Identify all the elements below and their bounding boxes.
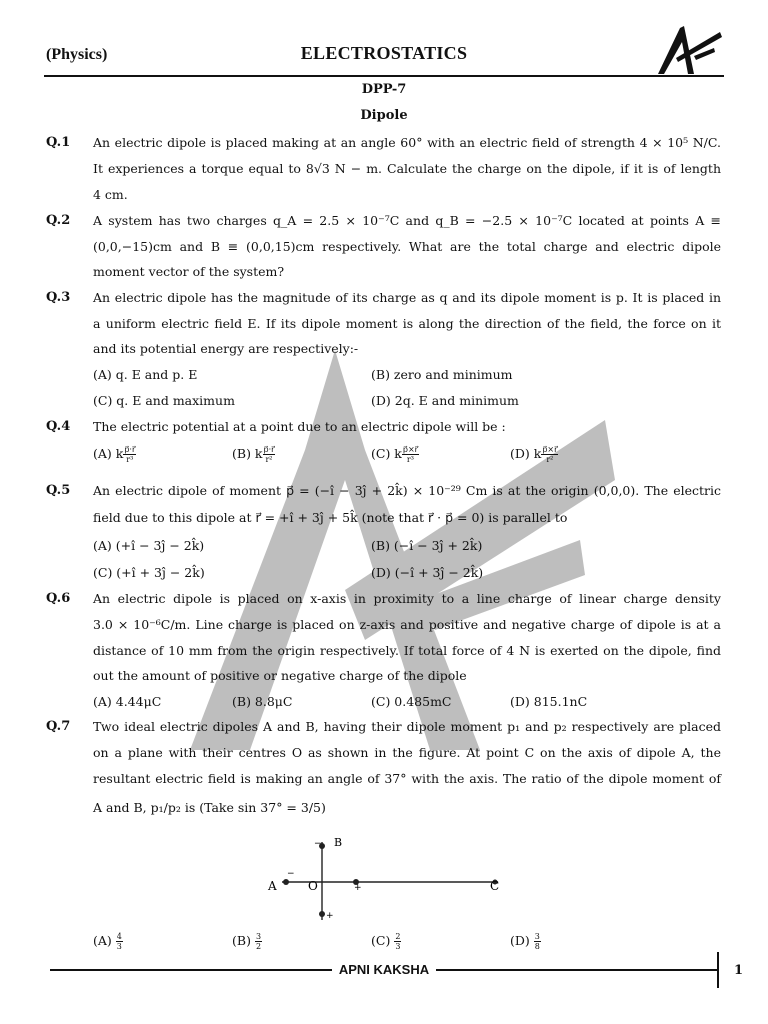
question-text-line: (0,0,−15)cm and B ≡ (0,0,15)cm respectively. What are the total charge and electric dipole bbox=[93, 239, 721, 254]
option-d: (D) (−î + 3ĵ − 2k̂) bbox=[371, 565, 484, 580]
charge-sign: + bbox=[326, 911, 334, 921]
option-b: (B) zero and minimum bbox=[371, 367, 513, 382]
fraction-numerator: 3 bbox=[255, 932, 262, 941]
option-c: (C) (+î + 3ĵ − 2k̂) bbox=[93, 565, 205, 580]
footer-divider bbox=[717, 952, 719, 988]
subject-label: (Physics) bbox=[46, 46, 108, 63]
question-text-line: out the amount of positive or negative charge of the dipole bbox=[93, 668, 467, 683]
dipole-figure bbox=[262, 834, 512, 922]
figure-label-b: B bbox=[334, 836, 343, 849]
option-c: (C) q. E and maximum bbox=[93, 393, 235, 408]
option-c bbox=[371, 932, 401, 951]
brand-logo-icon bbox=[650, 22, 724, 76]
option-label: (A) k bbox=[93, 446, 124, 461]
charge-sign: − bbox=[287, 869, 295, 879]
option-d bbox=[510, 445, 558, 464]
figure-label-c: C bbox=[490, 879, 500, 893]
fraction bbox=[394, 932, 401, 951]
option-a bbox=[93, 932, 123, 951]
fraction bbox=[402, 445, 419, 464]
option-label: (D) k bbox=[510, 446, 542, 461]
question-text-line: An electric dipole of moment p⃗ = (−î − 3ĵ + 2k̂) × 10⁻²⁹ Cm is at the origin (0,0,0). The electric bbox=[93, 483, 721, 498]
fraction bbox=[263, 445, 276, 464]
option-a: (A) (+î − 3ĵ − 2k̂) bbox=[93, 538, 205, 553]
page-number: 1 bbox=[734, 963, 744, 978]
fraction-numerator: 4 bbox=[116, 932, 122, 941]
option-b bbox=[232, 445, 275, 464]
option-label: (C) k bbox=[371, 446, 402, 461]
option-label: (D) bbox=[510, 933, 530, 948]
fraction bbox=[534, 932, 541, 951]
question-text-line: Two ideal electric dipoles A and B, having their dipole moment p₁ and p₂ respectively are placed bbox=[93, 719, 721, 734]
question-text-line: A and B, p₁/p₂ is (Take sin 37° = 3/5) bbox=[93, 800, 326, 815]
fraction bbox=[255, 932, 262, 951]
figure-label-o: O bbox=[308, 879, 318, 893]
option-b: (B) 8.8μC bbox=[232, 694, 293, 709]
question-text-line: field due to this dipole at r⃗ = +î + 3ĵ + 5k̂ (note that r⃗ · p⃗ = 0) is parallel to bbox=[93, 510, 568, 525]
question-text-line: on a plane with their centres O as shown in the figure. At point C on the axis of dipole A, the bbox=[93, 745, 721, 760]
figure-label-a: A bbox=[268, 879, 277, 893]
fraction-denominator: r² bbox=[265, 455, 273, 464]
question-text-line: An electric dipole is placed on x-axis in proximity to a line charge of linear charge density bbox=[93, 591, 721, 606]
question-number: Q.7 bbox=[46, 719, 71, 734]
option-d: (D) 2q. E and minimum bbox=[371, 393, 519, 408]
question-number: Q.4 bbox=[46, 419, 71, 434]
question-number: Q.5 bbox=[46, 483, 71, 498]
question-text-line: 4 cm. bbox=[93, 187, 128, 202]
question-text-line: A system has two charges q_A = 2.5 × 10⁻⁷C and q_B = −2.5 × 10⁻⁷C located at points A ≡ bbox=[93, 213, 721, 228]
footer-rule-right bbox=[436, 969, 718, 971]
option-c: (C) 0.485mC bbox=[371, 694, 452, 709]
charge-sign: + bbox=[354, 883, 362, 893]
question-text-line: and its potential energy are respectively:- bbox=[93, 341, 359, 356]
question-text-line: An electric dipole has the magnitude of its charge as q and its dipole moment is p. It is placed in bbox=[93, 290, 721, 305]
question-text-line: resultant electric field is making an angle of 37° with the axis. The ratio of the dipole moment of bbox=[93, 771, 721, 786]
topic-label: Dipole bbox=[360, 108, 408, 123]
fraction-numerator: 2 bbox=[395, 932, 401, 941]
chapter-title: ELECTROSTATICS bbox=[300, 43, 468, 63]
footer-rule-left bbox=[50, 969, 332, 971]
question-text-line: It experiences a torque equal to 8√3 N − m. Calculate the charge on the dipole, if it is of length bbox=[93, 161, 721, 176]
question-text-line: a uniform electric field E. If its dipole moment is along the direction of the field, the force on it bbox=[93, 316, 721, 331]
fraction bbox=[116, 932, 123, 951]
question-number: Q.1 bbox=[46, 135, 71, 150]
option-label: (B) k bbox=[232, 446, 263, 461]
fraction-numerator: p⃗·r⃗ bbox=[124, 445, 136, 454]
option-d: (D) 815.1nC bbox=[510, 694, 588, 709]
option-label: (C) bbox=[371, 933, 391, 948]
option-a bbox=[93, 445, 136, 464]
question-text-line: 3.0 × 10⁻⁶C/m. Line charge is placed on z-axis and positive and negative charge of dipole is at a bbox=[93, 617, 721, 632]
question-number: Q.2 bbox=[46, 213, 71, 228]
question-text-line: The electric potential at a point due to an electric dipole will be : bbox=[93, 419, 506, 434]
fraction-denominator: 3 bbox=[395, 942, 401, 951]
question-number: Q.6 bbox=[46, 591, 71, 606]
fraction bbox=[541, 445, 558, 464]
option-a: (A) 4.44μC bbox=[93, 694, 162, 709]
charge-sign: − bbox=[314, 839, 322, 849]
header-rule bbox=[44, 75, 724, 77]
fraction-denominator: r³ bbox=[406, 455, 414, 464]
option-a: (A) q. E and p. E bbox=[93, 367, 198, 382]
option-label: (A) bbox=[93, 933, 112, 948]
question-text-line: An electric dipole is placed making at an angle 60° with an electric field of strength 4 × 10⁵ N/C. bbox=[93, 135, 721, 150]
fraction-numerator: 3 bbox=[534, 932, 540, 941]
dpp-label: DPP-7 bbox=[361, 82, 407, 97]
footer-brand: APNI KAKSHA bbox=[338, 962, 430, 977]
question-number: Q.3 bbox=[46, 290, 71, 305]
fraction-denominator: 2 bbox=[255, 942, 262, 951]
fraction bbox=[123, 445, 136, 464]
question-text-line: distance of 10 mm from the origin respectively. If total force of 4 N is exerted on the dipole, find bbox=[93, 643, 721, 658]
question-text-line: moment vector of the system? bbox=[93, 264, 285, 279]
fraction-denominator: r² bbox=[546, 455, 554, 464]
fraction-numerator: p⃗×r⃗ bbox=[542, 445, 558, 454]
fraction-denominator: 3 bbox=[116, 942, 122, 951]
fraction-numerator: p⃗·r⃗ bbox=[263, 445, 275, 454]
option-d bbox=[510, 932, 541, 951]
option-label: (B) bbox=[232, 933, 251, 948]
fraction-denominator: r³ bbox=[126, 455, 134, 464]
option-b bbox=[232, 932, 262, 951]
option-c bbox=[371, 445, 419, 464]
option-b: (B) (−î − 3ĵ + 2k̂) bbox=[371, 538, 483, 553]
fraction-denominator: 8 bbox=[534, 942, 540, 951]
fraction-numerator: p⃗×r⃗ bbox=[402, 445, 418, 454]
